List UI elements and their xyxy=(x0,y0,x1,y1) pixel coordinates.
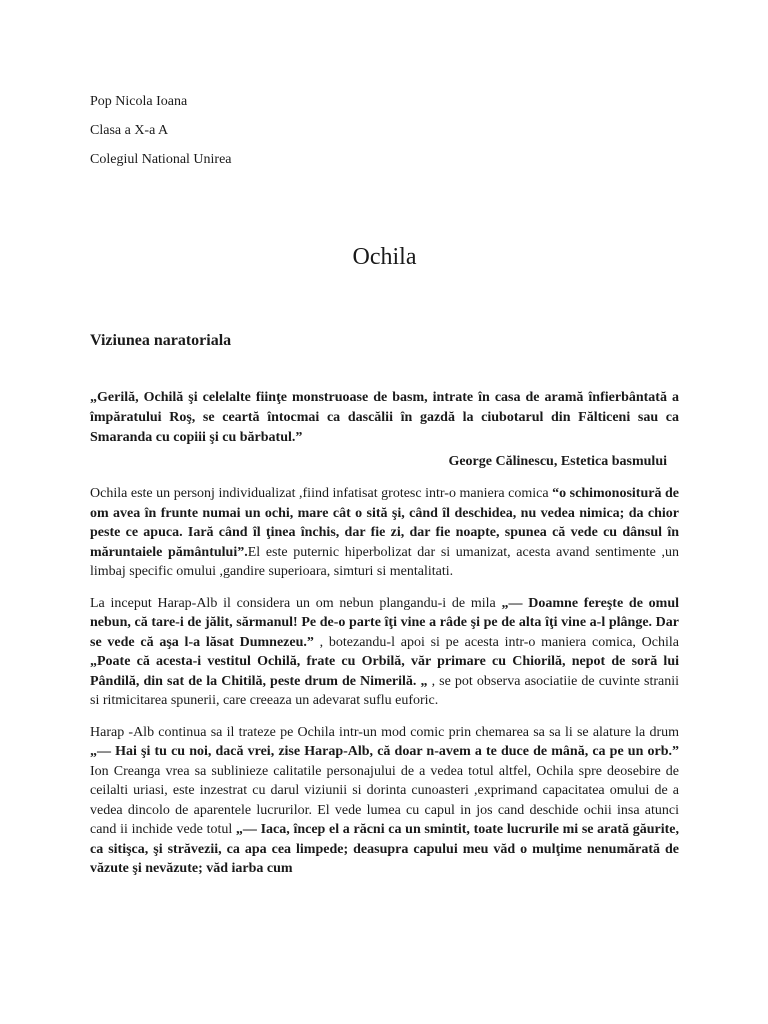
paragraph-2-quote-2: „Poate că acesta-i vestitul Ochilă, frate cu Orbilă, văr primare cu Chiorilă, nepot de soră lui Pândilă, din sat de la Chitilă, peste drum de Nimerilă. „ xyxy=(90,654,679,689)
paragraph-3-quote-2: „— Iaca, încep el a răcni ca un smintit, toate lucrurile mi se arată găurite, ca sitişca, şi străvezii, ca apa cea limpede; deasupra capului meu văd o mulţime nenumărată de văzute şi nevăzute; văd iarba cum xyxy=(90,822,679,876)
paragraph-1-quote-1: “o schimonositură de om avea în frunte numai un ochi, mare cât o sită şi, când îl deschidea, nu vedea nimica; da chior peste ce apuca. Iară când îl ţinea închis, dar fie zi, dar fie noapte, spunea că vede cu dânsul în măruntaiele pământului”. xyxy=(90,486,679,560)
paragraph-2 xyxy=(90,594,679,711)
paragraph-3-text-1: Harap -Alb continua sa il trateze pe Ochila intr-un mod comic prin chemarea sa sa li se alature la drum xyxy=(90,724,679,740)
paragraph-2-quote-1: „— Doamne fereşte de omul nebun, că tare-i de jălit, sărmanul! Pe de-o parte îţi vine a râde şi pe de alta îţi vine a-l plânge. Dar se vede că aşa l-a lăsat Dumnezeu.” xyxy=(90,595,679,650)
school-name: Colegiul National Unirea xyxy=(90,152,232,167)
class-name: Clasa a X-a A xyxy=(90,123,169,138)
paragraph-1 xyxy=(90,484,679,582)
paragraph-2-text-2: , botezandu-l apoi si pe acesta intr-o maniera comica, Ochila xyxy=(313,634,679,650)
section-heading: Viziunea naratoriala xyxy=(90,332,232,349)
epigraph-attribution: George Călinescu, Estetica basmului xyxy=(448,454,667,469)
paragraph-3-quote-1: „— Hai şi tu cu noi, dacă vrei, zise Harap-Alb, că doar n-avem a te duce de mână, ca pe un orb.” xyxy=(90,744,679,759)
paragraph-1-text-2: El este puternic hiperbolizat dar si umanizat, acesta avand sentimente ,un limbaj specific omului ,gandire superioara, simturi si mentalitati. xyxy=(90,544,680,579)
paragraph-1-text-1: Ochila este un personj individualizat ,fiind infatisat grotesc intr-o maniera comica xyxy=(90,486,553,501)
author-name: Pop Nicola Ioana xyxy=(90,94,188,109)
paragraph-2-text-3: , se pot observa asociatiie de cuvinte stranii si ritmicitarea spunerii, care creeaza un adevarat suflu euforic. xyxy=(90,673,679,708)
page-title: Ochila xyxy=(352,244,417,270)
epigraph-quote: „Gerilă, Ochilă şi celelalte fiinţe monstruoase de basm, intrate în casa de aramă înfierbântată a împăratului Roş, se ceartă întocmai ca dascălii în gazdă la ciubotarul din Fălticeni sau ca Smaranda cu copiii şi cu bărbatul.” xyxy=(90,390,679,445)
document-body xyxy=(90,92,679,879)
paragraph-3-text-2: Ion Creanga vrea sa sublinieze calitatile personajului de a vedea totul altfel, Ochila spre deosebire de ceilalti uriasi, este inzestrat cu darul viziunii si dorinta cunoasteri ,exprimand capacitatea omului de a vedea dincolo de aparentele lucrurilor. El vede lumea cu capul in jos cand deschide ochii insa atunci cand ii inchide vede totul xyxy=(90,763,679,837)
paragraph-2-text-1: La inceput Harap-Alb il considera un om nebun plangandu-i de mila xyxy=(90,595,502,611)
paragraph-3 xyxy=(90,723,679,879)
